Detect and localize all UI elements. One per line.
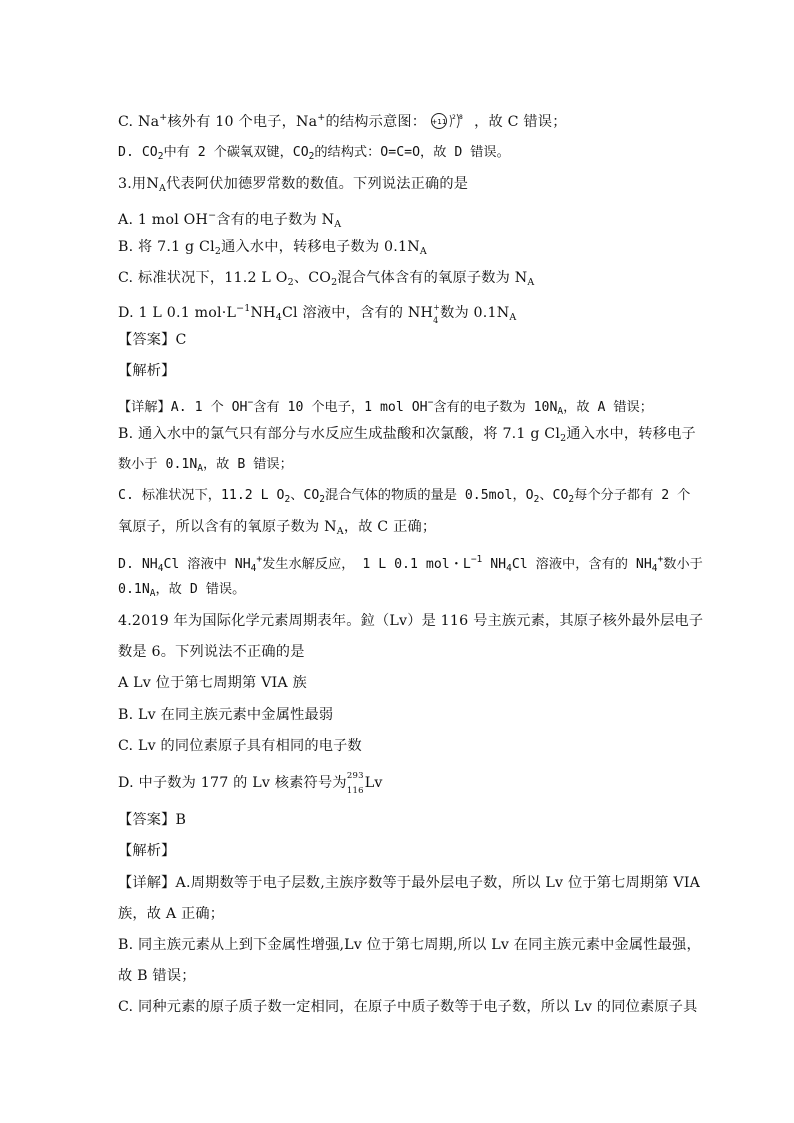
- explanation-line: C. 标准状况下，11.2 L $O_2$、$CO_2$混合气体的物质的量是 0.5mol，$O_2$、$CO_2$每个分子都有 2 个: [118, 488, 691, 505]
- text-line: D. $CO_2$中有 2 个碳氧双键，$CO_2$的结构式：O=C=O，故 D 错误。: [118, 145, 510, 162]
- question-4-stem-cont: 数是 6。下列说法不正确的是: [118, 644, 305, 660]
- explanation-line: B. 通入水中的氯气只有部分与水反应生成盐酸和次氯酸，将 7.1 g $Cl_2$通入水中，转移电子: [118, 426, 696, 444]
- explanation-line: 【详解】A. 1 个 OH−含有 10 个电子，1 mol OH−含有的电子数为 $10N_A$，故 A 错误；: [118, 397, 653, 417]
- nucleus-charge: +11: [431, 118, 447, 126]
- explanation-line: 族，故 A 正确；: [118, 906, 225, 922]
- question-3-stem: 3.用$N_A$代表阿伏加德罗常数的数值。下列说法正确的是: [118, 176, 469, 194]
- option-d: D. 1 L 0.1 $mol\cdot L^{-1}NH_4Cl$ 溶液中，含有的 NH + 4 数为 $0.1N_A$: [118, 303, 517, 325]
- explanation-line: $0.1N_A$，故 D 错误。: [118, 582, 246, 599]
- text-line: C. Na+核外有 10 个电子，Na+的结构示意图： +11 2 8 ，故 C 错误；: [118, 108, 567, 137]
- explanation-line: 氧原子，所以含有的氧原子数为 $N_A$，故 C 正确；: [118, 519, 437, 537]
- explanation-line: D. $NH_4Cl$ 溶液中 $NH_4^+$发生水解反应， 1 L 0.1 mol・$L^{-1}$ $NH_4Cl$ 溶液中，含有的 $NH_4^+$数小于: [118, 554, 703, 574]
- shell-1-count: 2: [452, 114, 457, 121]
- option-d: D. 中子数为 177 的 Lv 核素符号为 293 116 Lv: [118, 771, 383, 796]
- shell-2-count: 8: [459, 114, 464, 121]
- explanation-line: 【详解】A.周期数等于电子层数,主族序数等于最外层电子数，所以 Lv 位于第七周期第 VIA: [118, 875, 701, 891]
- option-b: B. 将 7.1 g $Cl_2$通入水中，转移电子数为 $0.1N_A$: [118, 239, 427, 257]
- na-ion-structure-diagram: [430, 111, 470, 137]
- answer-label: 【答案】B: [118, 812, 187, 828]
- explanation-line: 故 B 错误；: [118, 968, 196, 984]
- option-a: A. 1 mol OH−含有的电子数为 $N_A$: [118, 210, 342, 230]
- question-4-stem: 4.2019 年为国际化学元素周期表年。鉝（Lv）是 116 号主族元素，其原子核外最外层电子: [118, 613, 704, 629]
- explanation-line: 数小于 $0.1N_A$，故 B 错误；: [118, 457, 293, 474]
- analysis-label: 【解析】: [118, 363, 176, 379]
- explanation-line: B. 同主族元素从上到下金属性增强,Lv 位于第七周期,所以 Lv 在同主族元素中金属性最强，: [118, 937, 701, 953]
- nuclide-symbol: 293 116: [346, 771, 364, 796]
- analysis-label: 【解析】: [118, 843, 176, 859]
- option-c: C. Lv 的同位素原子具有相同的电子数: [118, 738, 362, 754]
- explanation-line: C. 同种元素的原子质子数一定相同，在原子中质子数等于电子数，所以 Lv 的同位素原子具: [118, 999, 698, 1015]
- option-a: A Lv 位于第七周期第 VIA 族: [118, 675, 307, 691]
- option-b: B. Lv 在同主族元素中金属性最弱: [118, 707, 334, 723]
- answer-label: 【答案】C: [118, 332, 187, 348]
- option-c: C. 标准状况下，11.2 L $O_2$、$CO_2$混合气体含有的氧原子数为 $N_A$: [118, 270, 535, 288]
